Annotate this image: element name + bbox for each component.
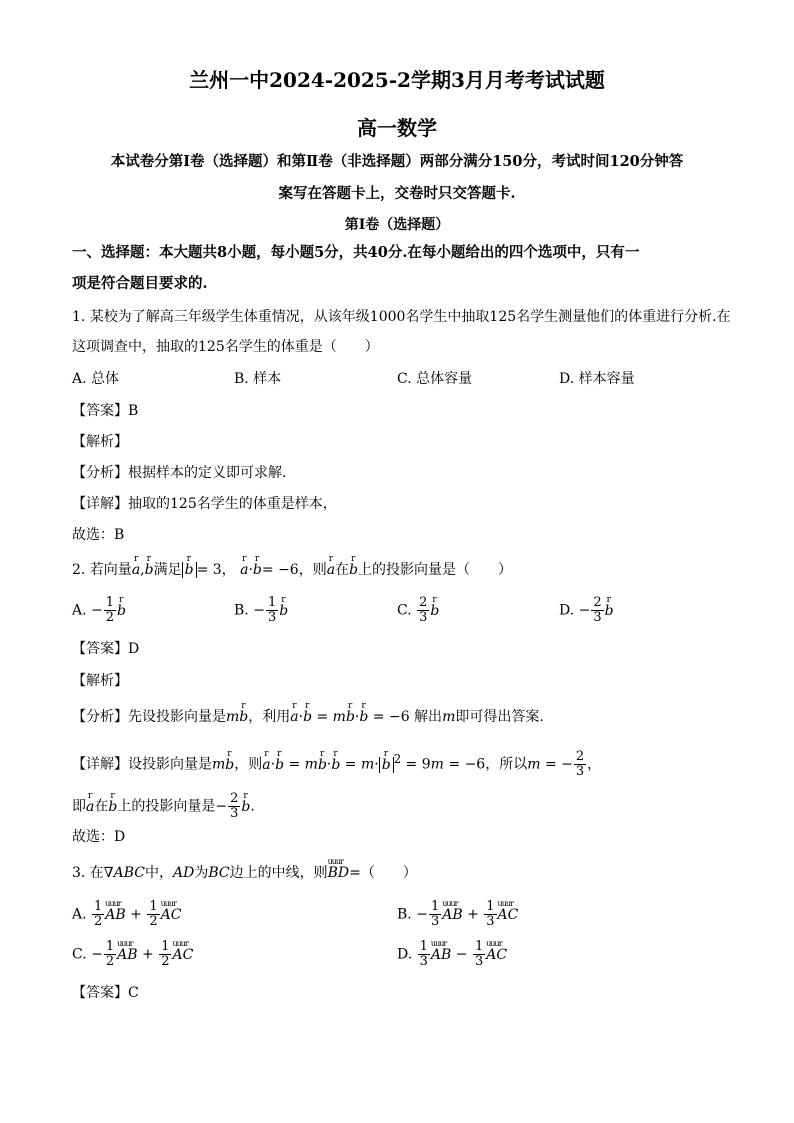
- q1-stem-line-2: 这项调查中，抽取的125名学生的体重是（ ）: [72, 339, 379, 355]
- intro-line-1: 本试卷分第Ⅰ卷（选择题）和第Ⅱ卷（非选择题）两部分满分150分，考试时间120分钟答: [110, 153, 684, 170]
- section-heading-line-2: 项是符合题目要求的.: [72, 275, 208, 292]
- q1-analysis-label: 【解析】: [72, 434, 128, 450]
- exam-title: 兰州一中2024-2025-2学期3月月考考试试题: [189, 68, 605, 92]
- q2-option-b: B. − $\frac{1}{3}$ r b: [234, 596, 288, 625]
- q3-answer: 【答案】C: [72, 985, 139, 1001]
- part-1-heading: 第Ⅰ卷（选择题）: [344, 217, 450, 233]
- q2-stem: 2. 若向量r a,r b满足r b = 3， r a·r b= −6，则r a在r b上的投影向量是（ ）: [72, 561, 512, 579]
- q1-detail: 【详解】抽取的125名学生的体重是样本，: [72, 496, 337, 512]
- q2-analysis-label: 【解析】: [72, 673, 128, 689]
- q1-analysis: 【分析】根据样本的定义即可求解.: [72, 465, 287, 481]
- q2-answer: 【答案】D: [72, 641, 140, 657]
- q2-detail: 【详解】设投影向量是mr b，则r a·r b = mr b·r b = m·r b $^2$ = 9m = −6，所以m = − $\frac{2}{3}$ ，: [72, 750, 601, 779]
- q1-choice: 故选：B: [72, 527, 125, 543]
- q2-option-d: D. − $\frac{2}{3}$ r b: [559, 596, 614, 625]
- subject-title: 高一数学: [357, 116, 437, 140]
- q2-option-a: A. − $\frac{1}{2}$ r b: [72, 596, 126, 625]
- q3-option-b: B. − $\frac{1}{3}$ uuur AB + $\frac{1}{3}$ uuur AC: [397, 900, 518, 929]
- q1-option-d: D. 样本容量: [559, 371, 635, 387]
- q2-choice: 故选：D: [72, 829, 126, 845]
- q3-option-d: D. $\frac{1}{3}$ uuur AB − $\frac{1}{3}$ uuur AC: [397, 940, 507, 969]
- q1-stem-line-1: 1. 某校为了解高三年级学生体重情况，从该年级1000名学生中抽取125名学生测量他们的体重进行分析.在: [72, 309, 731, 325]
- q3-option-c: C. − $\frac{1}{2}$ uuur AB + $\frac{1}{2}$ uuur AC: [72, 940, 193, 969]
- intro-line-2: 案写在答题卡上，交卷时只交答题卡.: [278, 185, 516, 202]
- q2-analysis: 【分析】先设投影向量是mr b，利用r a·r b = mr b·r b = −6 解出m即可得出答案.: [72, 708, 544, 726]
- q1-option-c: C. 总体容量: [397, 371, 473, 387]
- section-heading-line-1: 一、选择题：本大题共8小题，每小题5分，共40分.在每小题给出的四个选项中，只有一: [72, 244, 640, 261]
- q2-option-c: C. $\frac{2}{3}$ r b: [397, 596, 439, 625]
- q1-option-b: B. 样本: [234, 371, 282, 387]
- q3-option-a: A. $\frac{1}{2}$ uuur AB + $\frac{1}{2}$ uuur AC: [72, 900, 181, 929]
- q1-option-a: A. 总体: [72, 371, 120, 387]
- q3-stem: 3. 在∇ABC中，AD为BC边上的中线，则uuur BD=（ ）: [72, 864, 417, 882]
- q1-answer: 【答案】B: [72, 403, 139, 419]
- q2-result: 即r a在r b上的投影向量是− $\frac{2}{3}$ r b.: [72, 792, 255, 821]
